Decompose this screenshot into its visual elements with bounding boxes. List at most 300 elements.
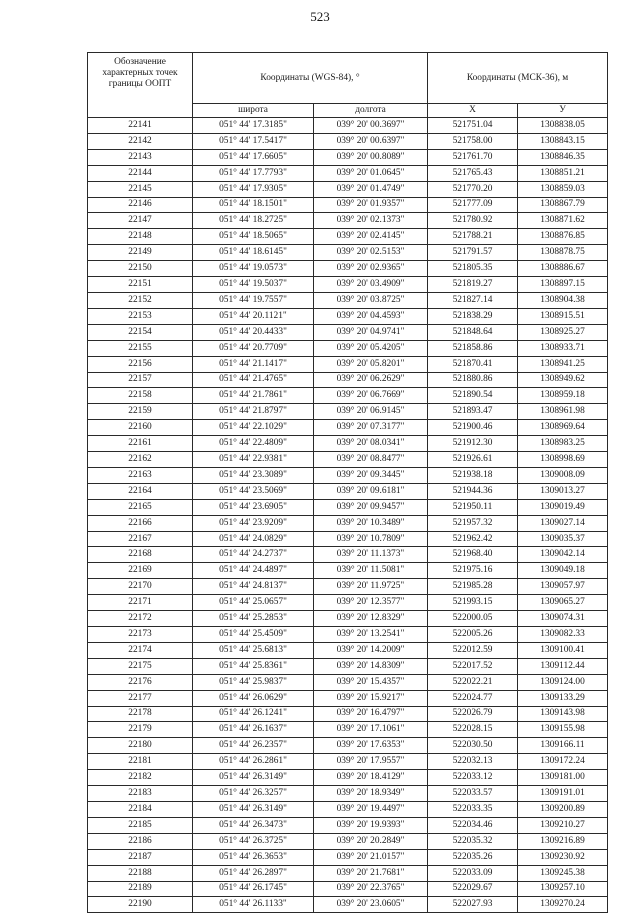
latitude-cell: 051° 44' 26.3257"	[193, 786, 314, 802]
x-cell: 522030.50	[428, 738, 518, 754]
latitude-cell: 051° 44' 24.4897"	[193, 563, 314, 579]
x-cell: 522035.26	[428, 849, 518, 865]
y-cell: 1309082.33	[518, 627, 608, 643]
x-cell: 521912.30	[428, 436, 518, 452]
point-id-cell: 22152	[88, 292, 193, 308]
table-row	[88, 754, 608, 770]
y-cell: 1308949.62	[518, 372, 608, 388]
longitude-cell: 039° 20' 23.0605"	[314, 897, 428, 913]
point-id-cell: 22147	[88, 213, 193, 229]
y-cell: 1308959.18	[518, 388, 608, 404]
x-cell: 522028.15	[428, 722, 518, 738]
longitude-cell: 039° 20' 07.3177"	[314, 420, 428, 436]
y-cell: 1309230.92	[518, 849, 608, 865]
longitude-cell: 039° 20' 10.7809"	[314, 531, 428, 547]
latitude-cell: 051° 44' 22.4809"	[193, 436, 314, 452]
point-id-cell: 22179	[88, 722, 193, 738]
table-row	[88, 197, 608, 213]
y-cell: 1309057.97	[518, 579, 608, 595]
point-id-cell: 22180	[88, 738, 193, 754]
y-cell: 1308969.64	[518, 420, 608, 436]
point-id-cell: 22163	[88, 467, 193, 483]
x-cell: 521893.47	[428, 404, 518, 420]
x-cell: 521858.86	[428, 340, 518, 356]
x-cell: 521950.11	[428, 499, 518, 515]
x-cell: 521870.41	[428, 356, 518, 372]
longitude-cell: 039° 20' 16.4797"	[314, 706, 428, 722]
x-cell: 522034.46	[428, 817, 518, 833]
header-y: У	[518, 104, 608, 118]
longitude-cell: 039° 20' 08.8477"	[314, 452, 428, 468]
table-row	[88, 499, 608, 515]
y-cell: 1309191.01	[518, 786, 608, 802]
longitude-cell: 039° 20' 04.4593"	[314, 308, 428, 324]
y-cell: 1309172.24	[518, 754, 608, 770]
x-cell: 522026.79	[428, 706, 518, 722]
table-row	[88, 404, 608, 420]
longitude-cell: 039° 20' 11.5081"	[314, 563, 428, 579]
latitude-cell: 051° 44' 26.1241"	[193, 706, 314, 722]
point-id-cell: 22177	[88, 690, 193, 706]
table-row	[88, 770, 608, 786]
point-id-cell: 22156	[88, 356, 193, 372]
y-cell: 1308859.03	[518, 181, 608, 197]
longitude-cell: 039° 20' 08.0341"	[314, 436, 428, 452]
longitude-cell: 039° 20' 10.3489"	[314, 515, 428, 531]
longitude-cell: 039° 20' 22.3765"	[314, 881, 428, 897]
table-row	[88, 340, 608, 356]
y-cell: 1309027.14	[518, 515, 608, 531]
point-id-cell: 22190	[88, 897, 193, 913]
table-row	[88, 849, 608, 865]
y-cell: 1309216.89	[518, 833, 608, 849]
latitude-cell: 051° 44' 25.6813"	[193, 642, 314, 658]
point-id-cell: 22185	[88, 817, 193, 833]
longitude-cell: 039° 20' 01.9357"	[314, 197, 428, 213]
latitude-cell: 051° 44' 17.3185"	[193, 118, 314, 134]
latitude-cell: 051° 44' 22.1029"	[193, 420, 314, 436]
header-latitude: широта	[193, 104, 314, 118]
y-cell: 1309155.98	[518, 722, 608, 738]
y-cell: 1309181.00	[518, 770, 608, 786]
point-id-cell: 22145	[88, 181, 193, 197]
table-row	[88, 452, 608, 468]
y-cell: 1309013.27	[518, 483, 608, 499]
table-row	[88, 547, 608, 563]
longitude-cell: 039° 20' 05.8201"	[314, 356, 428, 372]
longitude-cell: 039° 20' 03.8725"	[314, 292, 428, 308]
x-cell: 521827.14	[428, 292, 518, 308]
y-cell: 1308886.67	[518, 261, 608, 277]
latitude-cell: 051° 44' 17.6605"	[193, 149, 314, 165]
latitude-cell: 051° 44' 23.6905"	[193, 499, 314, 515]
table-row	[88, 627, 608, 643]
longitude-cell: 039° 20' 02.5153"	[314, 245, 428, 261]
longitude-cell: 039° 20' 19.9393"	[314, 817, 428, 833]
y-cell: 1309035.37	[518, 531, 608, 547]
latitude-cell: 051° 44' 26.3149"	[193, 801, 314, 817]
point-id-cell: 22174	[88, 642, 193, 658]
point-id-cell: 22183	[88, 786, 193, 802]
point-id-cell: 22160	[88, 420, 193, 436]
longitude-cell: 039° 20' 19.4497"	[314, 801, 428, 817]
latitude-cell: 051° 44' 20.7709"	[193, 340, 314, 356]
point-id-cell: 22155	[88, 340, 193, 356]
latitude-cell: 051° 44' 26.1637"	[193, 722, 314, 738]
header-msk36: Координаты (МСК-36), м	[428, 53, 608, 104]
longitude-cell: 039° 20' 09.3445"	[314, 467, 428, 483]
x-cell: 521758.00	[428, 133, 518, 149]
point-id-cell: 22159	[88, 404, 193, 420]
point-id-cell: 22170	[88, 579, 193, 595]
latitude-cell: 051° 44' 25.0657"	[193, 595, 314, 611]
x-cell: 522005.26	[428, 627, 518, 643]
latitude-cell: 051° 44' 25.8361"	[193, 658, 314, 674]
latitude-cell: 051° 44' 25.9837"	[193, 674, 314, 690]
longitude-cell: 039° 20' 21.0157"	[314, 849, 428, 865]
table-row	[88, 165, 608, 181]
latitude-cell: 051° 44' 21.4765"	[193, 372, 314, 388]
table-row	[88, 897, 608, 913]
table-row	[88, 149, 608, 165]
latitude-cell: 051° 44' 18.6145"	[193, 245, 314, 261]
x-cell: 521838.29	[428, 308, 518, 324]
latitude-cell: 051° 44' 26.1133"	[193, 897, 314, 913]
y-cell: 1309133.29	[518, 690, 608, 706]
longitude-cell: 039° 20' 06.9145"	[314, 404, 428, 420]
latitude-cell: 051° 44' 20.1121"	[193, 308, 314, 324]
longitude-cell: 039° 20' 11.9725"	[314, 579, 428, 595]
y-cell: 1308961.98	[518, 404, 608, 420]
x-cell: 521985.28	[428, 579, 518, 595]
point-id-cell: 22189	[88, 881, 193, 897]
table-row	[88, 308, 608, 324]
y-cell: 1308915.51	[518, 308, 608, 324]
table-row	[88, 324, 608, 340]
x-cell: 521819.27	[428, 277, 518, 293]
x-cell: 521761.70	[428, 149, 518, 165]
longitude-cell: 039° 20' 18.9349"	[314, 786, 428, 802]
point-id-cell: 22151	[88, 277, 193, 293]
longitude-cell: 039° 20' 21.7681"	[314, 865, 428, 881]
table-row	[88, 563, 608, 579]
table-row	[88, 213, 608, 229]
y-cell: 1308941.25	[518, 356, 608, 372]
latitude-cell: 051° 44' 26.3473"	[193, 817, 314, 833]
table-row	[88, 690, 608, 706]
x-cell: 521968.40	[428, 547, 518, 563]
table-row	[88, 133, 608, 149]
y-cell: 1309112.44	[518, 658, 608, 674]
y-cell: 1308998.69	[518, 452, 608, 468]
x-cell: 521962.42	[428, 531, 518, 547]
table-row	[88, 658, 608, 674]
point-id-cell: 22167	[88, 531, 193, 547]
point-id-cell: 22166	[88, 515, 193, 531]
y-cell: 1309008.09	[518, 467, 608, 483]
point-id-cell: 22164	[88, 483, 193, 499]
y-cell: 1309074.31	[518, 611, 608, 627]
x-cell: 521751.04	[428, 118, 518, 134]
y-cell: 1309166.11	[518, 738, 608, 754]
longitude-cell: 039° 20' 02.1373"	[314, 213, 428, 229]
point-id-cell: 22142	[88, 133, 193, 149]
y-cell: 1309100.41	[518, 642, 608, 658]
point-id-cell: 22184	[88, 801, 193, 817]
table-row	[88, 420, 608, 436]
longitude-cell: 039° 20' 17.9557"	[314, 754, 428, 770]
table-row	[88, 722, 608, 738]
point-id-cell: 22171	[88, 595, 193, 611]
y-cell: 1308897.15	[518, 277, 608, 293]
x-cell: 522033.12	[428, 770, 518, 786]
table-row	[88, 865, 608, 881]
point-id-cell: 22173	[88, 627, 193, 643]
longitude-cell: 039° 20' 00.8089"	[314, 149, 428, 165]
table-row	[88, 738, 608, 754]
header-longitude: долгота	[314, 104, 428, 118]
x-cell: 521926.61	[428, 452, 518, 468]
table-row	[88, 261, 608, 277]
y-cell: 1309245.38	[518, 865, 608, 881]
point-id-cell: 22178	[88, 706, 193, 722]
longitude-cell: 039° 20' 20.2849"	[314, 833, 428, 849]
longitude-cell: 039° 20' 02.9365"	[314, 261, 428, 277]
y-cell: 1308933.71	[518, 340, 608, 356]
longitude-cell: 039° 20' 15.4357"	[314, 674, 428, 690]
latitude-cell: 051° 44' 18.5065"	[193, 229, 314, 245]
longitude-cell: 039° 20' 09.9457"	[314, 499, 428, 515]
point-id-cell: 22158	[88, 388, 193, 404]
y-cell: 1308843.15	[518, 133, 608, 149]
longitude-cell: 039° 20' 03.4909"	[314, 277, 428, 293]
y-cell: 1308871.62	[518, 213, 608, 229]
x-cell: 522032.13	[428, 754, 518, 770]
x-cell: 522027.93	[428, 897, 518, 913]
y-cell: 1309019.49	[518, 499, 608, 515]
x-cell: 522035.32	[428, 833, 518, 849]
latitude-cell: 051° 44' 24.0829"	[193, 531, 314, 547]
x-cell: 521880.86	[428, 372, 518, 388]
table-row	[88, 595, 608, 611]
latitude-cell: 051° 44' 23.5069"	[193, 483, 314, 499]
y-cell: 1308878.75	[518, 245, 608, 261]
table-row	[88, 181, 608, 197]
point-id-cell: 22162	[88, 452, 193, 468]
latitude-cell: 051° 44' 26.2357"	[193, 738, 314, 754]
table-row	[88, 674, 608, 690]
table-row	[88, 372, 608, 388]
x-cell: 521993.15	[428, 595, 518, 611]
latitude-cell: 051° 44' 24.2737"	[193, 547, 314, 563]
y-cell: 1309042.14	[518, 547, 608, 563]
page-number: 523	[310, 9, 330, 24]
point-id-cell: 22157	[88, 372, 193, 388]
table-row	[88, 515, 608, 531]
point-id-cell: 22154	[88, 324, 193, 340]
x-cell: 521944.36	[428, 483, 518, 499]
longitude-cell: 039° 20' 14.8309"	[314, 658, 428, 674]
latitude-cell: 051° 44' 23.3089"	[193, 467, 314, 483]
x-cell: 522024.77	[428, 690, 518, 706]
table-row	[88, 786, 608, 802]
x-cell: 521890.54	[428, 388, 518, 404]
latitude-cell: 051° 44' 19.0573"	[193, 261, 314, 277]
x-cell: 522033.35	[428, 801, 518, 817]
x-cell: 521848.64	[428, 324, 518, 340]
point-id-cell: 22168	[88, 547, 193, 563]
longitude-cell: 039° 20' 02.4145"	[314, 229, 428, 245]
longitude-cell: 039° 20' 15.9217"	[314, 690, 428, 706]
y-cell: 1308876.85	[518, 229, 608, 245]
point-id-cell: 22186	[88, 833, 193, 849]
longitude-cell: 039° 20' 18.4129"	[314, 770, 428, 786]
table-row	[88, 483, 608, 499]
x-cell: 521765.43	[428, 165, 518, 181]
latitude-cell: 051° 44' 18.1501"	[193, 197, 314, 213]
point-id-cell: 22146	[88, 197, 193, 213]
point-id-cell: 22153	[88, 308, 193, 324]
table-row	[88, 817, 608, 833]
latitude-cell: 051° 44' 26.3653"	[193, 849, 314, 865]
table-row	[88, 356, 608, 372]
point-id-cell: 22181	[88, 754, 193, 770]
x-cell: 521780.92	[428, 213, 518, 229]
x-cell: 522033.09	[428, 865, 518, 881]
x-cell: 521975.16	[428, 563, 518, 579]
latitude-cell: 051° 44' 17.5417"	[193, 133, 314, 149]
table-row	[88, 436, 608, 452]
longitude-cell: 039° 20' 14.2009"	[314, 642, 428, 658]
longitude-cell: 039° 20' 11.1373"	[314, 547, 428, 563]
y-cell: 1309200.89	[518, 801, 608, 817]
longitude-cell: 039° 20' 12.8329"	[314, 611, 428, 627]
table-row	[88, 118, 608, 134]
table-row	[88, 833, 608, 849]
table-row	[88, 292, 608, 308]
y-cell: 1309270.24	[518, 897, 608, 913]
x-cell: 521938.18	[428, 467, 518, 483]
header-wgs84: Координаты (WGS-84), °	[193, 53, 428, 104]
latitude-cell: 051° 44' 19.7557"	[193, 292, 314, 308]
longitude-cell: 039° 20' 06.2629"	[314, 372, 428, 388]
x-cell: 521777.09	[428, 197, 518, 213]
latitude-cell: 051° 44' 25.4509"	[193, 627, 314, 643]
coordinates-table	[87, 52, 608, 913]
longitude-cell: 039° 20' 00.6397"	[314, 133, 428, 149]
latitude-cell: 051° 44' 22.9381"	[193, 452, 314, 468]
table-row	[88, 229, 608, 245]
table-row	[88, 531, 608, 547]
table-row	[88, 467, 608, 483]
y-cell: 1309124.00	[518, 674, 608, 690]
table-row	[88, 388, 608, 404]
y-cell: 1309143.98	[518, 706, 608, 722]
x-cell: 522033.57	[428, 786, 518, 802]
longitude-cell: 039° 20' 04.9741"	[314, 324, 428, 340]
table-row	[88, 277, 608, 293]
point-id-cell: 22150	[88, 261, 193, 277]
latitude-cell: 051° 44' 18.2725"	[193, 213, 314, 229]
point-id-cell: 22188	[88, 865, 193, 881]
point-id-cell: 22148	[88, 229, 193, 245]
table-body	[88, 118, 608, 913]
longitude-cell: 039° 20' 13.2541"	[314, 627, 428, 643]
point-id-cell: 22172	[88, 611, 193, 627]
x-cell: 522029.67	[428, 881, 518, 897]
x-cell: 522017.52	[428, 658, 518, 674]
longitude-cell: 039° 20' 17.6353"	[314, 738, 428, 754]
latitude-cell: 051° 44' 21.8797"	[193, 404, 314, 420]
latitude-cell: 051° 44' 17.9305"	[193, 181, 314, 197]
longitude-cell: 039° 20' 09.6181"	[314, 483, 428, 499]
point-id-cell: 22175	[88, 658, 193, 674]
y-cell: 1308851.21	[518, 165, 608, 181]
point-id-cell: 22141	[88, 118, 193, 134]
x-cell: 521791.57	[428, 245, 518, 261]
longitude-cell: 039° 20' 05.4205"	[314, 340, 428, 356]
table-row	[88, 642, 608, 658]
header-point-id: Обозначение характерных точек границы ООПТ	[88, 53, 193, 118]
latitude-cell: 051° 44' 26.3725"	[193, 833, 314, 849]
y-cell: 1308846.35	[518, 149, 608, 165]
table-row	[88, 881, 608, 897]
y-cell: 1308867.79	[518, 197, 608, 213]
latitude-cell: 051° 44' 24.8137"	[193, 579, 314, 595]
y-cell: 1308838.05	[518, 118, 608, 134]
y-cell: 1308925.27	[518, 324, 608, 340]
table-row	[88, 579, 608, 595]
latitude-cell: 051° 44' 26.2861"	[193, 754, 314, 770]
longitude-cell: 039° 20' 00.3697"	[314, 118, 428, 134]
longitude-cell: 039° 20' 01.4749"	[314, 181, 428, 197]
x-cell: 522022.21	[428, 674, 518, 690]
header-x: X	[428, 104, 518, 118]
latitude-cell: 051° 44' 23.9209"	[193, 515, 314, 531]
latitude-cell: 051° 44' 21.7861"	[193, 388, 314, 404]
x-cell: 521788.21	[428, 229, 518, 245]
point-id-cell: 22161	[88, 436, 193, 452]
point-id-cell: 22182	[88, 770, 193, 786]
table-row	[88, 706, 608, 722]
y-cell: 1308904.38	[518, 292, 608, 308]
x-cell: 521805.35	[428, 261, 518, 277]
point-id-cell: 22169	[88, 563, 193, 579]
x-cell: 521900.46	[428, 420, 518, 436]
longitude-cell: 039° 20' 06.7669"	[314, 388, 428, 404]
longitude-cell: 039° 20' 17.1061"	[314, 722, 428, 738]
table-row	[88, 801, 608, 817]
x-cell: 521770.20	[428, 181, 518, 197]
y-cell: 1309257.10	[518, 881, 608, 897]
latitude-cell: 051° 44' 26.3149"	[193, 770, 314, 786]
y-cell: 1308983.25	[518, 436, 608, 452]
table-row	[88, 245, 608, 261]
latitude-cell: 051° 44' 21.1417"	[193, 356, 314, 372]
point-id-cell: 22143	[88, 149, 193, 165]
latitude-cell: 051° 44' 26.2897"	[193, 865, 314, 881]
point-id-cell: 22187	[88, 849, 193, 865]
table-row	[88, 611, 608, 627]
point-id-cell: 22176	[88, 674, 193, 690]
latitude-cell: 051° 44' 26.0629"	[193, 690, 314, 706]
x-cell: 521957.32	[428, 515, 518, 531]
latitude-cell: 051° 44' 25.2853"	[193, 611, 314, 627]
latitude-cell: 051° 44' 26.1745"	[193, 881, 314, 897]
y-cell: 1309049.18	[518, 563, 608, 579]
y-cell: 1309065.27	[518, 595, 608, 611]
latitude-cell: 051° 44' 20.4433"	[193, 324, 314, 340]
